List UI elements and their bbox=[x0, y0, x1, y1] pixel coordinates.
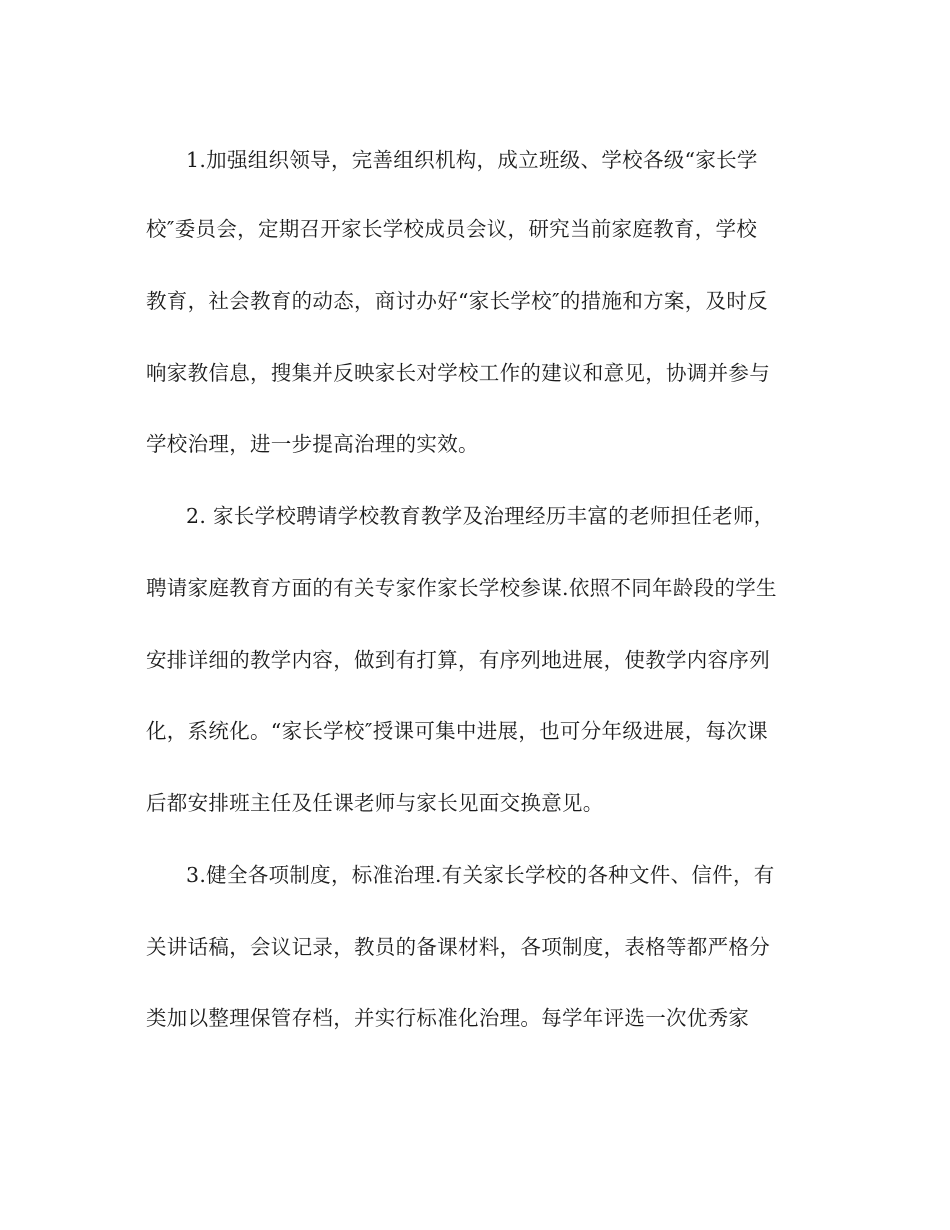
paragraph-1-line-4: 响家教信息，搜集并反映家长对学校工作的建议和意见，协调并参与 bbox=[146, 361, 770, 385]
paragraph-3-line-2: 关讲话稿，会议记录，教员的备课材料，各项制度，表格等都严格分 bbox=[146, 935, 770, 959]
paragraph-2-line-1: 2. 家长学校聘请学校教育教学及治理经历丰富的老师担任老师， bbox=[186, 504, 775, 528]
paragraph-2-line-4: 化，系统化。“家长学校″授课可集中进展，也可分年级进展，每次课 bbox=[146, 719, 768, 743]
paragraph-2-line-5: 后都安排班主任及任课老师与家长见面交换意见。 bbox=[146, 791, 604, 815]
paragraph-1-line-5: 学校治理，进一步提高治理的实效。 bbox=[146, 432, 479, 456]
paragraph-1-line-2: 校″委员会，定期召开家长学校成员会议，研究当前家庭教育，学校 bbox=[146, 217, 758, 241]
paragraph-3-line-1: 3.健全各项制度，标准治理.有关家长学校的各种文件、信件，有 bbox=[186, 863, 775, 887]
paragraph-3-line-3: 类加以整理保管存档，并实行标准化治理。每学年评选一次优秀家 bbox=[146, 1006, 750, 1030]
paragraph-1-line-1: 1.加强组织领导，完善组织机构，成立班级、学校各级“家长学 bbox=[186, 148, 758, 172]
paragraph-2-line-2: 聘请家庭教育方面的有关专家作家长学校参谋.依照不同年龄段的学生 bbox=[146, 576, 777, 600]
paragraph-1-line-3: 教育，社会教育的动态，商讨办好“家长学校″的措施和方案，及时反 bbox=[146, 289, 768, 313]
paragraph-2-line-3: 安排详细的教学内容，做到有打算，有序列地进展，使教学内容序列 bbox=[146, 648, 770, 672]
